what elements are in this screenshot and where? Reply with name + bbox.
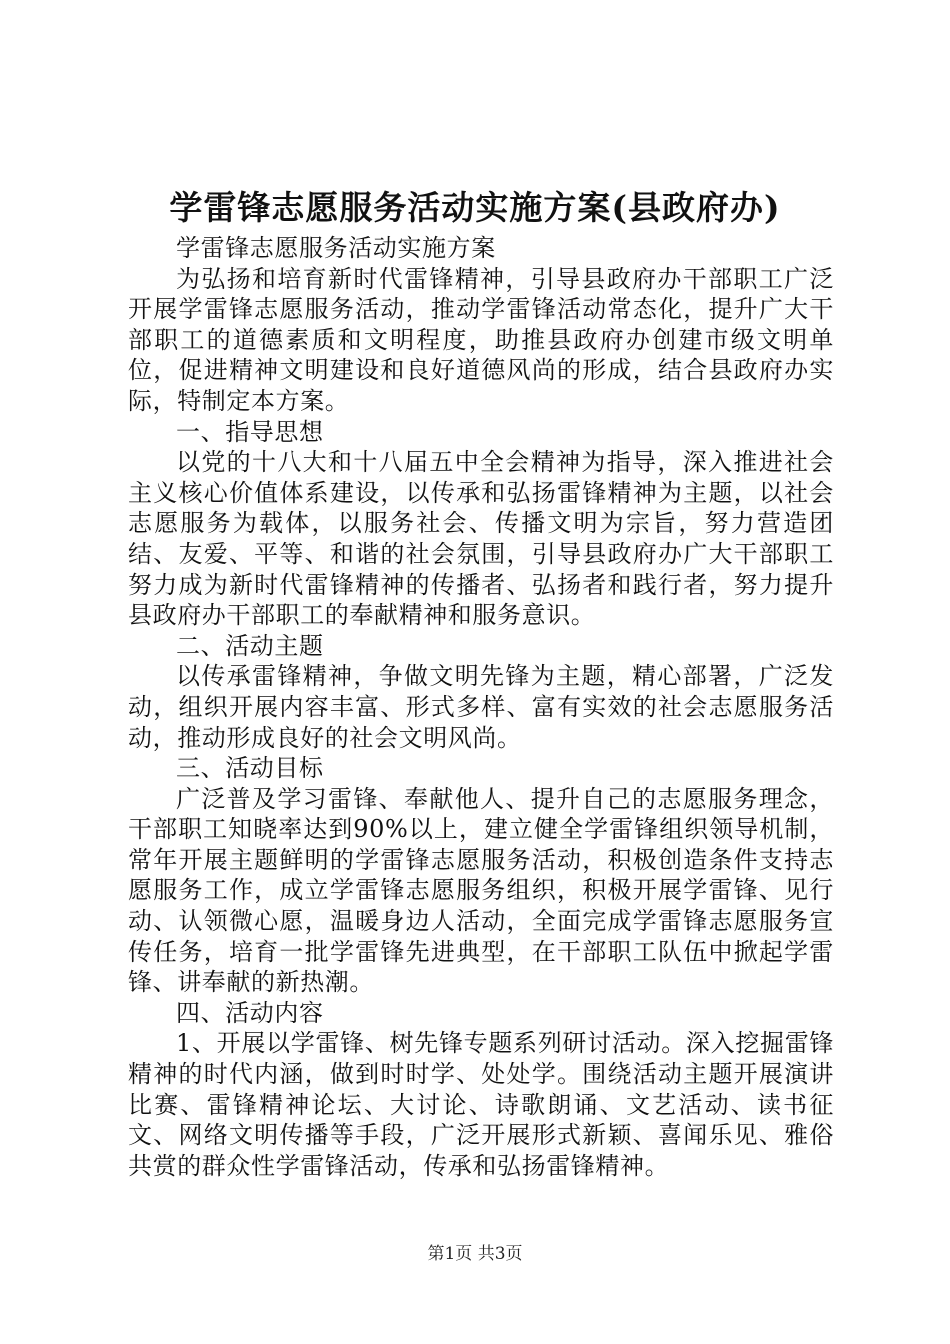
page-footer: 第1页 共3页	[427, 1244, 523, 1264]
section-heading-content: 四、活动内容	[176, 998, 324, 1027]
section-heading-goals: 三、活动目标	[176, 754, 324, 783]
guiding-ideology-paragraph: 以党的十八大和十八届五中全会精神为指导，深入推进社会主义核心价值体系建设，以传承和弘扬雷锋精神为主题，以社会志愿服务为载体，以服务社会、传播文明为宗旨，努力营造团结、友爱、平等、和谐的社会氛围，引导县政府办广大干部职工努力成为新时代雷锋精神的传播者、弘扬者和践行者，努力提升县政府办干部职工的奉献精神和服务意识。	[128, 448, 834, 630]
intro-paragraph: 为弘扬和培育新时代雷锋精神，引导县政府办干部职工广泛开展学雷锋志愿服务活动，推动学雷锋活动常态化，提升广大干部职工的道德素质和文明程度，助推县政府办创建市级文明单位，促进精神文明建设和良好道德风尚的形成，结合县政府办实际，特制定本方案。	[128, 264, 834, 415]
theme-paragraph: 以传承雷锋精神，争做文明先锋为主题，精心部署，广泛发动，组织开展内容丰富、形式多样、富有实效的社会志愿服务活动，推动形成良好的社会文明风尚。	[128, 662, 834, 752]
document-title: 学雷锋志愿服务活动实施方案(县政府办)	[169, 188, 781, 227]
section-heading-theme: 二、活动主题	[176, 631, 324, 660]
content-item-1-paragraph: 1、开展以学雷锋、树先锋专题系列研讨活动。深入挖掘雷锋精神的时代内涵，做到时时学、处处学。围绕活动主题开展演讲比赛、雷锋精神论坛、大讨论、诗歌朗诵、文艺活动、读书征文、网络文明传播等手段，广泛开展形式新颖、喜闻乐见、雅俗共赏的群众性学雷锋活动，传承和弘扬雷锋精神。	[128, 1029, 834, 1180]
subtitle-paragraph: 学雷锋志愿服务活动实施方案	[176, 234, 496, 262]
goals-paragraph: 广泛普及学习雷锋、奉献他人、提升自己的志愿服务理念，干部职工知晓率达到90%以上，建立健全学雷锋组织领导机制，常年开展主题鲜明的学雷锋志愿服务活动，积极创造条件支持志愿服务工作，成立学雷锋志愿服务组织，积极开展学雷锋、见行动、认领微心愿，温暖身边人活动，全面完成学雷锋志愿服务宣传任务，培育一批学雷锋先进典型，在干部职工队伍中掀起学雷锋、讲奉献的新热潮。	[128, 784, 834, 997]
document-body	[128, 233, 834, 1181]
section-heading-guiding-ideology: 一、指导思想	[176, 417, 324, 446]
